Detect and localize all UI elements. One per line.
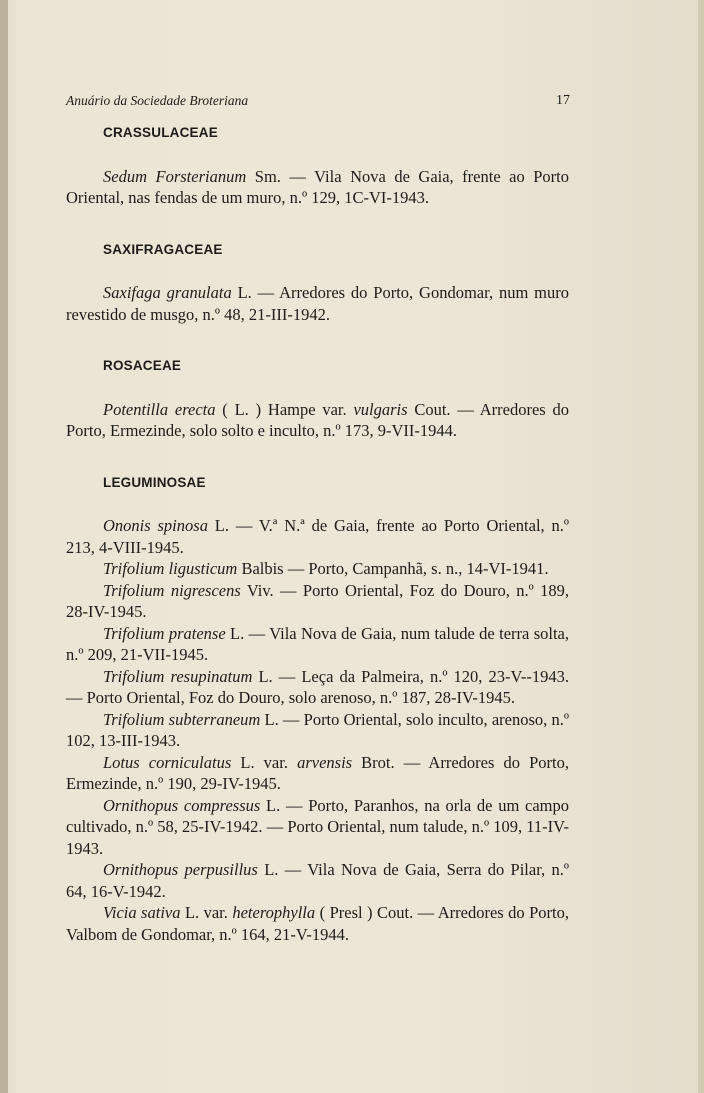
species-name: Trifolium resupinatum <box>103 666 253 686</box>
page-header <box>66 93 570 113</box>
variety-name: heterophylla <box>232 903 316 922</box>
species-entry <box>66 795 569 860</box>
species-entry <box>66 666 569 709</box>
entry-text: ( L. ) Hampe var. <box>215 399 354 419</box>
page-edge <box>698 0 704 1093</box>
species-name: Ornithopus compressus <box>103 795 261 815</box>
species-entry <box>66 580 569 623</box>
entry-text: Sm. — Vila Nova de Gaia, frente ao Porto Oriental, nas fendas de um muro, n.º 129, 1C-VI-1943. <box>66 166 570 207</box>
species-entry <box>66 902 569 945</box>
entry-text: L. var. <box>231 752 298 772</box>
entry-text: L. — Vila Nova de Gaia, num talude de terra solta, n.º 209, 21-VII-1945. <box>66 623 570 664</box>
species-name: Lotus corniculatus <box>103 752 232 772</box>
species-name: Saxifaga granulata <box>103 283 232 302</box>
running-title: Anuário da Sociedade Broteriana <box>66 93 249 108</box>
species-entry <box>66 558 569 580</box>
entry-text: L. — Vila Nova de Gaia, Serra do Pilar, n.º 64, 16-V-1942. <box>66 860 569 901</box>
entry-text: L. — Porto Oriental, solo inculto, arenoso, n.º 102, 13-III-1943. <box>66 709 569 750</box>
entry-text: L. — V.ª N.ª de Gaia, frente ao Porto Oriental, n.º 213, 4-VIII-1945. <box>66 516 569 557</box>
species-entry <box>66 752 569 795</box>
variety-name: arvensis <box>297 752 353 772</box>
family-heading-crassulaceae: CRASSULACEAE <box>103 125 218 140</box>
species-entry <box>66 399 569 442</box>
species-entry <box>66 623 569 666</box>
entry-text: ( Presl ) Cout. — Arredores do Porto, Valbom de Gondomar, n.º 164, 21-V-1944. <box>66 903 569 944</box>
page-number: 17 <box>556 93 570 108</box>
family-heading-leguminosae: LEGUMINOSAE <box>103 474 206 490</box>
species-name: Potentilla erecta <box>103 399 216 419</box>
page-body <box>66 122 570 945</box>
species-name: Vicia sativa <box>103 903 181 922</box>
entry-text: L. — Leça da Palmeira, n.º 120, 23-V--1943. — Porto Oriental, Foz do Douro, solo arenoso, n.º 187, 28-IV-1945. <box>66 666 569 707</box>
page-binding-shadow <box>0 0 8 1093</box>
entry-text: L. — Arredores do Porto, Gondomar, num muro revestido de musgo, n.º 48, 21-III-1942. <box>66 283 569 324</box>
species-name: Trifolium nigrescens <box>103 580 241 600</box>
species-name: Trifolium ligusticum <box>103 559 238 578</box>
entry-text: Cout. — Arredores do Porto, Ermezinde, solo solto e inculto, n.º 173, 9-VII-1944. <box>66 399 570 440</box>
species-entry <box>66 166 569 209</box>
entry-text: Brot. — Arredores do Porto, Ermezinde, n.º 190, 29-IV-1945. <box>66 752 569 793</box>
species-name: Trifolium subterraneum <box>103 709 261 729</box>
entry-text: L. var. <box>180 903 233 922</box>
entry-text: L. — Porto, Paranhos, na orla de um campo cultivado, n.º 58, 25-IV-1942. — Porto Oriental, num talude, n.º 109, 11-IV-1943. <box>66 795 569 858</box>
entry-text: Balbis — Porto, Campanhã, s. n., 14-VI-1941. <box>237 559 549 578</box>
entry-text: Viv. — Porto Oriental, Foz do Douro, n.º 189, 28-IV-1945. <box>66 580 569 621</box>
species-name: Ornithopus perpusillus <box>103 860 258 879</box>
family-heading-saxifragaceae: SAXIFRAGACEAE <box>103 241 223 257</box>
species-entry <box>66 515 569 558</box>
family-heading-rosaceae: ROSACEAE <box>103 358 182 373</box>
species-entry <box>66 709 569 752</box>
species-name: Ononis spinosa <box>103 516 208 535</box>
species-name: Trifolium pratense <box>103 623 226 643</box>
species-entry <box>66 282 569 325</box>
species-name: Sedum Forsterianum <box>103 166 247 186</box>
species-entry <box>66 859 569 902</box>
variety-name: vulgaris <box>353 399 408 419</box>
